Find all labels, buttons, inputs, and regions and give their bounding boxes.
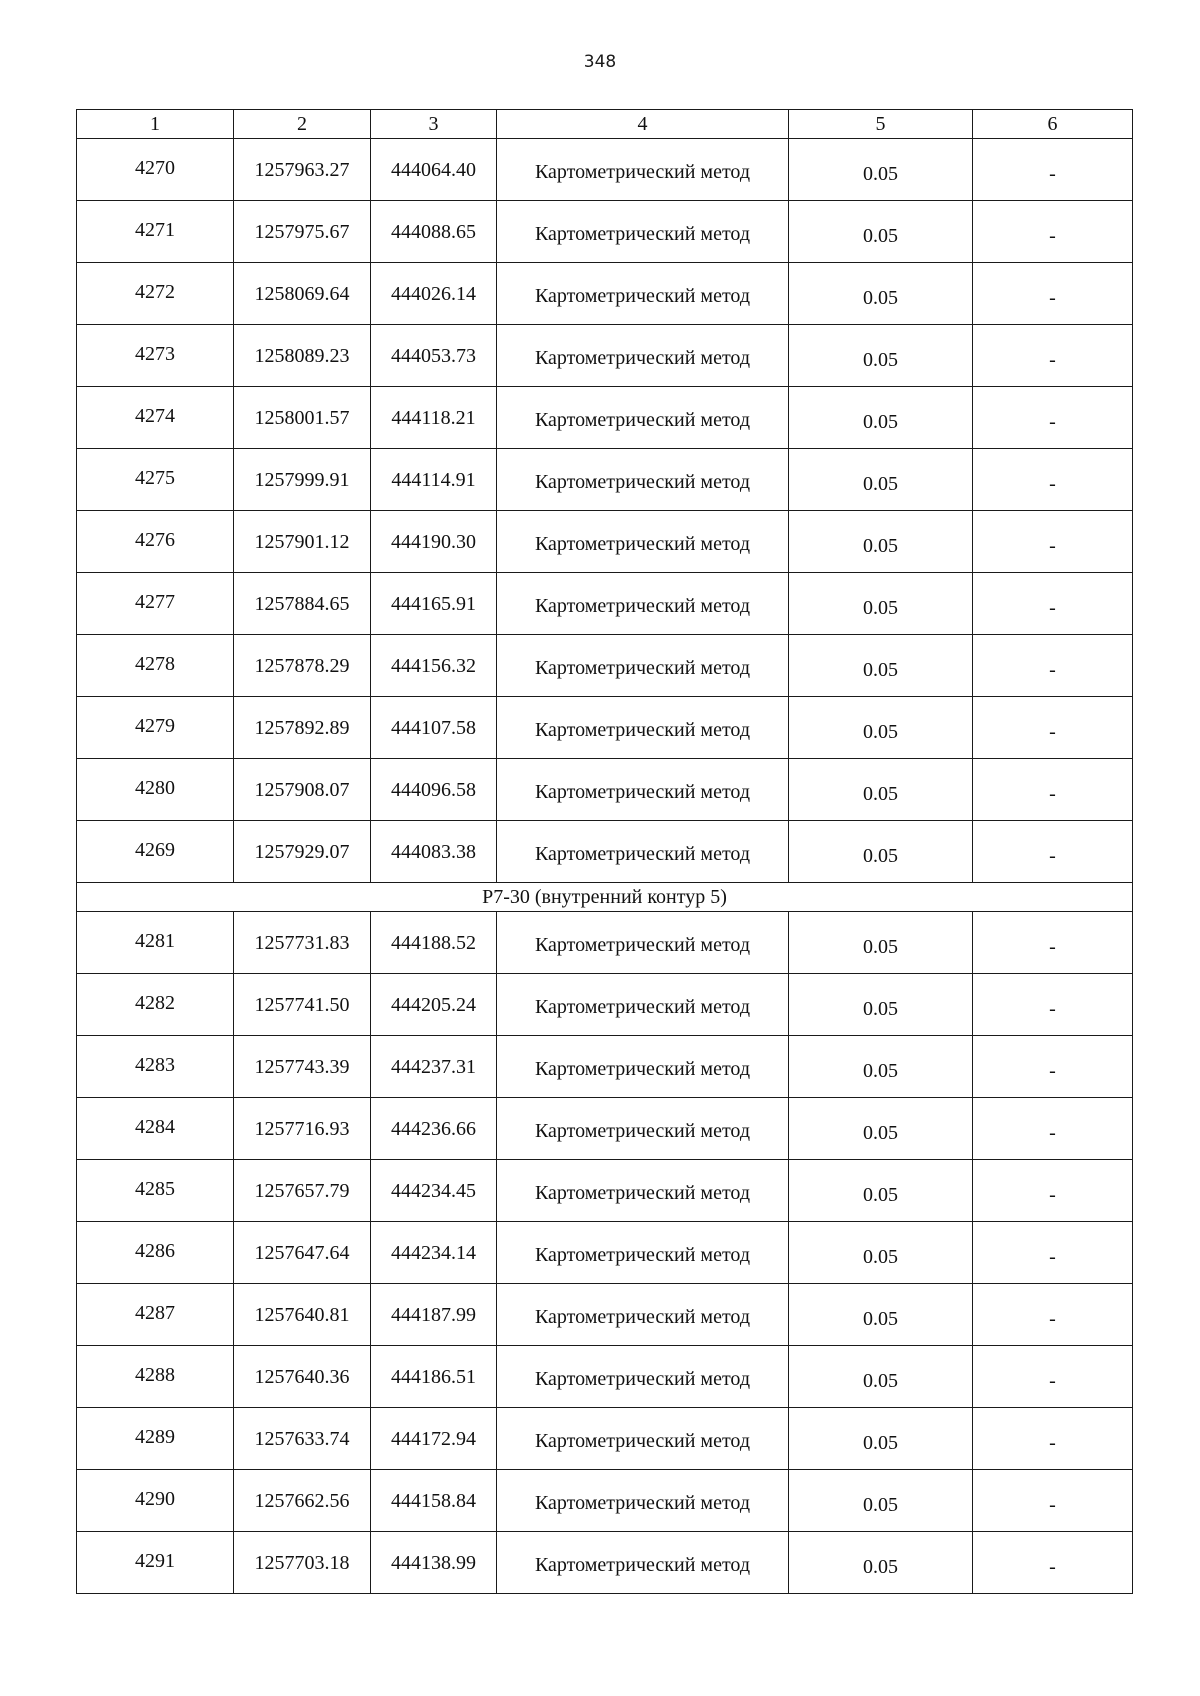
point-number-cell: 4273 bbox=[77, 325, 234, 387]
y-coordinate-cell: 444107.58 bbox=[371, 697, 497, 759]
accuracy-cell: 0.05 bbox=[789, 912, 973, 974]
x-coordinate-cell: 1257743.39 bbox=[234, 1036, 371, 1098]
accuracy-cell: 0.05 bbox=[789, 974, 973, 1036]
method-cell: Картометрический метод bbox=[497, 1470, 789, 1532]
x-coordinate-cell: 1257647.64 bbox=[234, 1222, 371, 1284]
x-coordinate-cell: 1258069.64 bbox=[234, 263, 371, 325]
note-cell: - bbox=[973, 201, 1133, 263]
accuracy-cell: 0.05 bbox=[789, 759, 973, 821]
table-row bbox=[77, 697, 1133, 759]
point-number-cell: 4279 bbox=[77, 697, 234, 759]
note-cell: - bbox=[973, 635, 1133, 697]
x-coordinate-cell: 1257999.91 bbox=[234, 449, 371, 511]
method-cell: Картометрический метод bbox=[497, 387, 789, 449]
note-cell: - bbox=[973, 1346, 1133, 1408]
note-cell: - bbox=[973, 139, 1133, 201]
table-row bbox=[77, 1222, 1133, 1284]
table-row bbox=[77, 974, 1133, 1036]
header-col-6: 6 bbox=[973, 110, 1133, 139]
x-coordinate-cell: 1257908.07 bbox=[234, 759, 371, 821]
note-cell: - bbox=[973, 1098, 1133, 1160]
point-number-cell: 4276 bbox=[77, 511, 234, 573]
table-row bbox=[77, 139, 1133, 201]
table-row bbox=[77, 1408, 1133, 1470]
method-cell: Картометрический метод bbox=[497, 1346, 789, 1408]
header-col-3: 3 bbox=[371, 110, 497, 139]
accuracy-cell: 0.05 bbox=[789, 1532, 973, 1594]
accuracy-cell: 0.05 bbox=[789, 1408, 973, 1470]
accuracy-cell: 0.05 bbox=[789, 325, 973, 387]
x-coordinate-cell: 1257741.50 bbox=[234, 974, 371, 1036]
x-coordinate-cell: 1257640.36 bbox=[234, 1346, 371, 1408]
x-coordinate-cell: 1257657.79 bbox=[234, 1160, 371, 1222]
table-row bbox=[77, 1470, 1133, 1532]
page-number: 348 bbox=[583, 52, 617, 72]
point-number-cell: 4284 bbox=[77, 1098, 234, 1160]
point-number-cell: 4282 bbox=[77, 974, 234, 1036]
accuracy-cell: 0.05 bbox=[789, 1222, 973, 1284]
point-number-cell: 4287 bbox=[77, 1284, 234, 1346]
note-cell: - bbox=[973, 974, 1133, 1036]
y-coordinate-cell: 444088.65 bbox=[371, 201, 497, 263]
x-coordinate-cell: 1258089.23 bbox=[234, 325, 371, 387]
accuracy-cell: 0.05 bbox=[789, 821, 973, 883]
point-number-cell: 4274 bbox=[77, 387, 234, 449]
y-coordinate-cell: 444114.91 bbox=[371, 449, 497, 511]
point-number-cell: 4277 bbox=[77, 573, 234, 635]
method-cell: Картометрический метод bbox=[497, 201, 789, 263]
method-cell: Картометрический метод bbox=[497, 635, 789, 697]
note-cell: - bbox=[973, 1470, 1133, 1532]
x-coordinate-cell: 1257963.27 bbox=[234, 139, 371, 201]
accuracy-cell: 0.05 bbox=[789, 1036, 973, 1098]
accuracy-cell: 0.05 bbox=[789, 139, 973, 201]
section-row bbox=[77, 883, 1133, 912]
method-cell: Картометрический метод bbox=[497, 139, 789, 201]
note-cell: - bbox=[973, 263, 1133, 325]
accuracy-cell: 0.05 bbox=[789, 387, 973, 449]
y-coordinate-cell: 444064.40 bbox=[371, 139, 497, 201]
header-col-2: 2 bbox=[234, 110, 371, 139]
coordinates-table bbox=[76, 109, 1133, 1594]
method-cell: Картометрический метод bbox=[497, 263, 789, 325]
x-coordinate-cell: 1257878.29 bbox=[234, 635, 371, 697]
y-coordinate-cell: 444190.30 bbox=[371, 511, 497, 573]
table-row bbox=[77, 1036, 1133, 1098]
point-number-cell: 4269 bbox=[77, 821, 234, 883]
table-header bbox=[77, 110, 1133, 139]
x-coordinate-cell: 1257633.74 bbox=[234, 1408, 371, 1470]
x-coordinate-cell: 1257884.65 bbox=[234, 573, 371, 635]
table-row bbox=[77, 1284, 1133, 1346]
note-cell: - bbox=[973, 325, 1133, 387]
accuracy-cell: 0.05 bbox=[789, 201, 973, 263]
x-coordinate-cell: 1257640.81 bbox=[234, 1284, 371, 1346]
accuracy-cell: 0.05 bbox=[789, 697, 973, 759]
point-number-cell: 4280 bbox=[77, 759, 234, 821]
y-coordinate-cell: 444234.45 bbox=[371, 1160, 497, 1222]
method-cell: Картометрический метод bbox=[497, 1284, 789, 1346]
point-number-cell: 4272 bbox=[77, 263, 234, 325]
accuracy-cell: 0.05 bbox=[789, 1098, 973, 1160]
accuracy-cell: 0.05 bbox=[789, 573, 973, 635]
method-cell: Картометрический метод bbox=[497, 1098, 789, 1160]
y-coordinate-cell: 444158.84 bbox=[371, 1470, 497, 1532]
note-cell: - bbox=[973, 387, 1133, 449]
point-number-cell: 4285 bbox=[77, 1160, 234, 1222]
point-number-cell: 4271 bbox=[77, 201, 234, 263]
y-coordinate-cell: 444156.32 bbox=[371, 635, 497, 697]
y-coordinate-cell: 444237.31 bbox=[371, 1036, 497, 1098]
x-coordinate-cell: 1257662.56 bbox=[234, 1470, 371, 1532]
x-coordinate-cell: 1257716.93 bbox=[234, 1098, 371, 1160]
method-cell: Картометрический метод bbox=[497, 697, 789, 759]
method-cell: Картометрический метод bbox=[497, 1160, 789, 1222]
note-cell: - bbox=[973, 511, 1133, 573]
point-number-cell: 4283 bbox=[77, 1036, 234, 1098]
point-number-cell: 4278 bbox=[77, 635, 234, 697]
x-coordinate-cell: 1258001.57 bbox=[234, 387, 371, 449]
accuracy-cell: 0.05 bbox=[789, 1470, 973, 1532]
y-coordinate-cell: 444236.66 bbox=[371, 1098, 497, 1160]
y-coordinate-cell: 444187.99 bbox=[371, 1284, 497, 1346]
table-row bbox=[77, 573, 1133, 635]
y-coordinate-cell: 444186.51 bbox=[371, 1346, 497, 1408]
table-row bbox=[77, 325, 1133, 387]
table-row bbox=[77, 449, 1133, 511]
y-coordinate-cell: 444234.14 bbox=[371, 1222, 497, 1284]
table-row bbox=[77, 511, 1133, 573]
section-title: Р7-30 (внутренний контур 5) bbox=[77, 883, 1133, 912]
point-number-cell: 4288 bbox=[77, 1346, 234, 1408]
header-col-1: 1 bbox=[77, 110, 234, 139]
point-number-cell: 4281 bbox=[77, 912, 234, 974]
method-cell: Картометрический метод bbox=[497, 325, 789, 387]
note-cell: - bbox=[973, 1222, 1133, 1284]
point-number-cell: 4289 bbox=[77, 1408, 234, 1470]
table-row bbox=[77, 1346, 1133, 1408]
header-col-5: 5 bbox=[789, 110, 973, 139]
note-cell: - bbox=[973, 573, 1133, 635]
note-cell: - bbox=[973, 821, 1133, 883]
accuracy-cell: 0.05 bbox=[789, 511, 973, 573]
note-cell: - bbox=[973, 1284, 1133, 1346]
y-coordinate-cell: 444096.58 bbox=[371, 759, 497, 821]
table-row bbox=[77, 759, 1133, 821]
table-row bbox=[77, 1532, 1133, 1594]
accuracy-cell: 0.05 bbox=[789, 1346, 973, 1408]
point-number-cell: 4275 bbox=[77, 449, 234, 511]
point-number-cell: 4270 bbox=[77, 139, 234, 201]
table-row bbox=[77, 912, 1133, 974]
x-coordinate-cell: 1257731.83 bbox=[234, 912, 371, 974]
method-cell: Картометрический метод bbox=[497, 511, 789, 573]
table-body bbox=[77, 139, 1133, 1594]
table-row bbox=[77, 201, 1133, 263]
note-cell: - bbox=[973, 759, 1133, 821]
y-coordinate-cell: 444205.24 bbox=[371, 974, 497, 1036]
y-coordinate-cell: 444188.52 bbox=[371, 912, 497, 974]
note-cell: - bbox=[973, 697, 1133, 759]
y-coordinate-cell: 444053.73 bbox=[371, 325, 497, 387]
note-cell: - bbox=[973, 1532, 1133, 1594]
point-number-cell: 4291 bbox=[77, 1532, 234, 1594]
method-cell: Картометрический метод bbox=[497, 974, 789, 1036]
method-cell: Картометрический метод bbox=[497, 912, 789, 974]
x-coordinate-cell: 1257975.67 bbox=[234, 201, 371, 263]
y-coordinate-cell: 444118.21 bbox=[371, 387, 497, 449]
y-coordinate-cell: 444165.91 bbox=[371, 573, 497, 635]
header-col-4: 4 bbox=[497, 110, 789, 139]
accuracy-cell: 0.05 bbox=[789, 263, 973, 325]
table-row bbox=[77, 263, 1133, 325]
table-row bbox=[77, 1160, 1133, 1222]
method-cell: Картометрический метод bbox=[497, 1408, 789, 1470]
note-cell: - bbox=[973, 912, 1133, 974]
note-cell: - bbox=[973, 1160, 1133, 1222]
method-cell: Картометрический метод bbox=[497, 449, 789, 511]
method-cell: Картометрический метод bbox=[497, 1532, 789, 1594]
point-number-cell: 4286 bbox=[77, 1222, 234, 1284]
x-coordinate-cell: 1257901.12 bbox=[234, 511, 371, 573]
table-row bbox=[77, 1098, 1133, 1160]
table-row bbox=[77, 635, 1133, 697]
note-cell: - bbox=[973, 1408, 1133, 1470]
table-row bbox=[77, 387, 1133, 449]
point-number-cell: 4290 bbox=[77, 1470, 234, 1532]
method-cell: Картометрический метод bbox=[497, 1222, 789, 1284]
header-row bbox=[77, 110, 1133, 139]
accuracy-cell: 0.05 bbox=[789, 449, 973, 511]
x-coordinate-cell: 1257892.89 bbox=[234, 697, 371, 759]
y-coordinate-cell: 444138.99 bbox=[371, 1532, 497, 1594]
accuracy-cell: 0.05 bbox=[789, 1284, 973, 1346]
method-cell: Картометрический метод bbox=[497, 759, 789, 821]
note-cell: - bbox=[973, 1036, 1133, 1098]
x-coordinate-cell: 1257929.07 bbox=[234, 821, 371, 883]
x-coordinate-cell: 1257703.18 bbox=[234, 1532, 371, 1594]
accuracy-cell: 0.05 bbox=[789, 1160, 973, 1222]
y-coordinate-cell: 444083.38 bbox=[371, 821, 497, 883]
method-cell: Картометрический метод bbox=[497, 821, 789, 883]
table-row bbox=[77, 821, 1133, 883]
accuracy-cell: 0.05 bbox=[789, 635, 973, 697]
method-cell: Картометрический метод bbox=[497, 1036, 789, 1098]
method-cell: Картометрический метод bbox=[497, 573, 789, 635]
y-coordinate-cell: 444172.94 bbox=[371, 1408, 497, 1470]
y-coordinate-cell: 444026.14 bbox=[371, 263, 497, 325]
note-cell: - bbox=[973, 449, 1133, 511]
